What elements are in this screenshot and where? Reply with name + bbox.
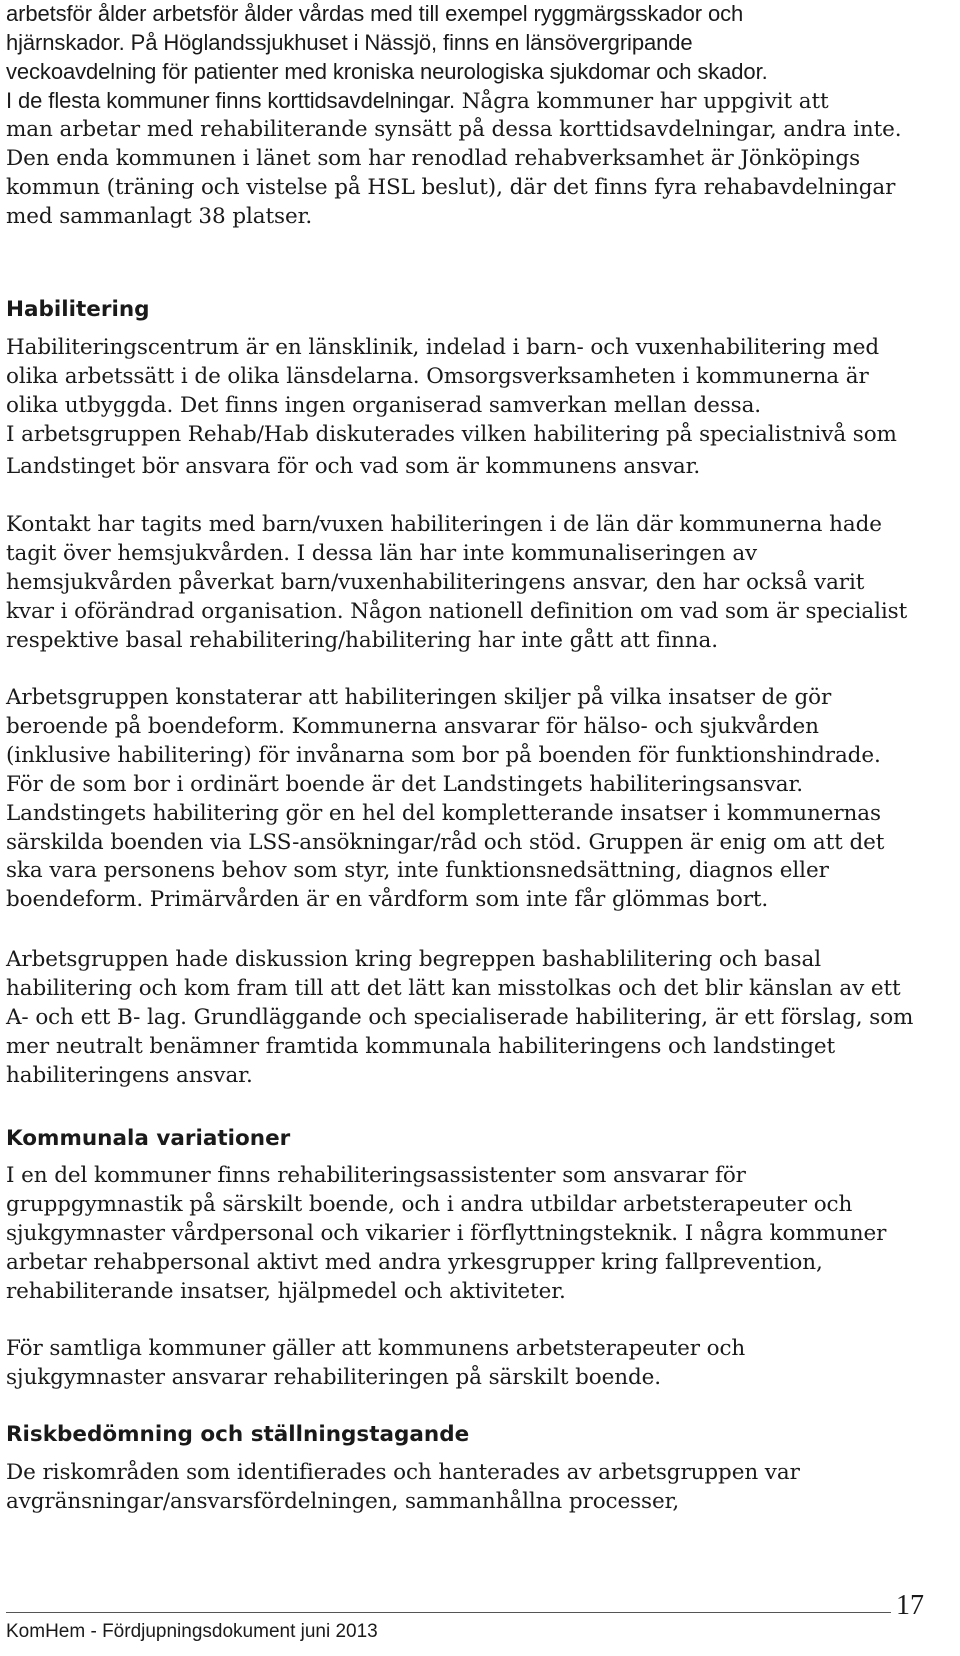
text-line: Landstinget bör ansvara för och vad som är kommunens ansvar. (6, 453, 701, 479)
text-line: För samtliga kommuner gäller att kommunens arbetsterapeuter och (6, 1336, 746, 1361)
text-fragment-sans: I de flesta kommuner finns korttidsavdelningar. (6, 88, 455, 113)
text-line: med sammanlagt 38 platser. (6, 203, 313, 229)
text-line: tagit över hemsjukvården. I dessa län har inte kommunaliseringen av (6, 540, 758, 566)
text-line: habiliteringens ansvar. (6, 1062, 253, 1088)
text-line: avgränsningar/ansvarsfördelningen, sammanhållna processer, (6, 1488, 680, 1514)
text-line: gruppgymnastik på särskilt boende, och i andra utbildar arbetsterapeuter och (6, 1191, 853, 1217)
text-line: mer neutralt benämner framtida kommunala habiliteringens och landstinget (6, 1033, 836, 1059)
footer-divider (6, 1612, 891, 1613)
text-line: särskilda boenden via LSS-ansökningar/råd och stöd. Gruppen är enig om att det (6, 829, 885, 855)
text-line: Den enda kommunen i länet som har renodlad rehabverksamhet är Jönköpings (6, 145, 861, 171)
text-line: hjärnskador. På Höglandssjukhuset i Nässjö, finns en länsövergripande (6, 29, 693, 55)
heading-riskbedomning: Riskbedömning och ställningstagande (6, 1422, 470, 1447)
page-number: 17 (896, 1590, 924, 1621)
text-line: boendeform. Primärvården är en vårdform som inte får glömmas bort. (6, 887, 769, 913)
text-line: Arbetsgruppen hade diskussion kring begreppen bashablilitering och basal (6, 947, 821, 972)
text-line: arbetsför ålder arbetsför ålder vårdas med till exempel ryggmärgsskador och (6, 1, 744, 26)
footer-document-title: KomHem - Fördjupningsdokument juni 2013 (6, 1621, 378, 1642)
text-line: I arbetsgruppen Rehab/Hab diskuterades vilken habilitering på specialistnivå som (6, 421, 897, 447)
text-line: För de som bor i ordinärt boende är det Landstingets habiliteringsansvar. (6, 771, 804, 797)
risk-paragraph-1 (6, 1459, 946, 1517)
heading-kommunala-variationer: Kommunala variationer (6, 1126, 291, 1151)
habilitering-paragraph-3 (6, 684, 946, 915)
text-line: olika utbyggda. Det finns ingen organiserad samverkan mellan dessa. (6, 392, 762, 418)
heading-habilitering: Habilitering (6, 297, 150, 322)
text-line: I en del kommuner finns rehabiliteringsassistenter som ansvarar för (6, 1163, 746, 1188)
text-fragment-serif: Några kommuner har uppgivit att (461, 89, 829, 114)
text-line: arbetar rehabpersonal aktivt med andra yrkesgrupper kring fallprevention, (6, 1249, 823, 1275)
intro-paragraph-serif (6, 116, 946, 232)
text-line: respektive basal rehabilitering/habilitering har inte gått att finna. (6, 627, 718, 653)
text-line: habilitering och kom fram till att det lätt kan misstolkas och det blir känslan av ett (6, 975, 901, 1001)
text-line: man arbetar med rehabiliterande synsätt på dessa korttidsavdelningar, andra inte. (6, 117, 902, 142)
habilitering-paragraph-4 (6, 946, 946, 1091)
kommunala-paragraph-2 (6, 1335, 946, 1393)
text-line (6, 87, 946, 117)
text-line: Landstingets habilitering gör en hel del kompletterande insatser i kommunernas (6, 800, 881, 826)
text-line: sjukgymnaster vårdpersonal och vikarier i förflyttningsteknik. I några kommuner (6, 1220, 887, 1246)
intro-paragraph-mixed-line (6, 87, 946, 117)
text-line: Habiliteringscentrum är en länsklinik, indelad i barn- och vuxenhabilitering med (6, 335, 880, 360)
intro-paragraph-sans (6, 0, 946, 87)
text-line: (inklusive habilitering) för invånarna som bor på boenden för funktionshindrade. (6, 742, 881, 768)
text-line: Arbetsgruppen konstaterar att habiliteringen skiljer på vilka insatser de gör (6, 685, 832, 710)
text-line: sjukgymnaster ansvarar rehabiliteringen på särskilt boende. (6, 1364, 662, 1390)
text-line: olika arbetssätt i de olika länsdelarna. Omsorgsverksamheten i kommunerna är (6, 363, 869, 389)
text-line: beroende på boendeform. Kommunerna ansvarar för hälso- och sjukvården (6, 713, 819, 739)
text-line: hemsjukvården påverkat barn/vuxenhabiliteringens ansvar, den har också varit (6, 569, 865, 595)
kommunala-paragraph-1 (6, 1162, 946, 1307)
text-line: Kontakt har tagits med barn/vuxen habiliteringen i de län där kommunerna hade (6, 512, 882, 537)
text-line: De riskområden som identifierades och hanterades av arbetsgruppen var (6, 1460, 800, 1485)
habilitering-paragraph-1 (6, 334, 946, 482)
text-line: rehabiliterande insatser, hjälpmedel och aktiviteter. (6, 1278, 566, 1304)
text-line: A- och ett B- lag. Grundläggande och specialiserade habilitering, är ett förslag, som (6, 1004, 914, 1030)
text-line: kvar i oförändrad organisation. Någon nationell definition om vad som är specialist (6, 598, 908, 624)
text-line: ska vara personens behov som styr, inte funktionsnedsättning, diagnos eller (6, 858, 829, 884)
text-line: veckoavdelning för patienter med kroniska neurologiska sjukdomar och skador. (6, 58, 768, 84)
habilitering-paragraph-2 (6, 511, 946, 656)
text-line: kommun (träning och vistelse på HSL beslut), där det finns fyra rehabavdelningar (6, 174, 896, 200)
